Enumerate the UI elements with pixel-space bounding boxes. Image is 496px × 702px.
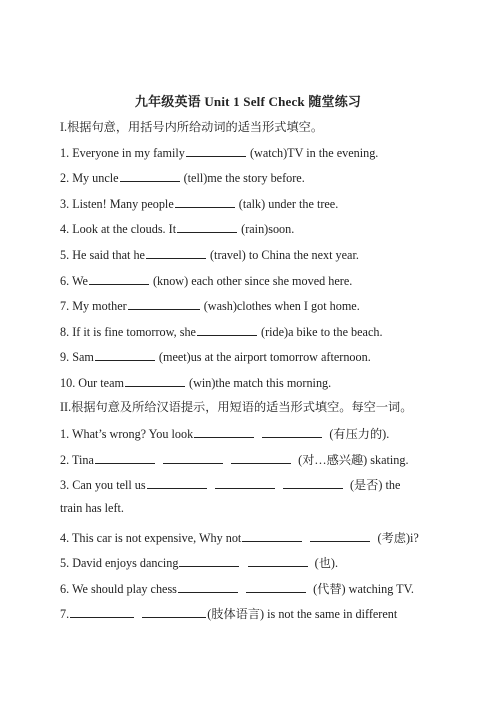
list-item: 1. What’s wrong? You look (有压力的).	[60, 427, 390, 441]
answer-blank[interactable]	[175, 195, 235, 208]
list-item: 2. My uncle (tell)me the story before.	[60, 171, 305, 185]
list-item-continued: train has left.	[60, 501, 124, 515]
answer-blank[interactable]	[194, 425, 254, 438]
list-item: 3. Can you tell us (是否) the	[60, 478, 401, 492]
answer-blank[interactable]	[146, 246, 206, 259]
answer-blank[interactable]	[179, 554, 239, 567]
list-item: 5. He said that he (travel) to China the next year.	[60, 248, 359, 262]
list-item: 3. Listen! Many people (talk) under the tree.	[60, 197, 339, 211]
list-item: 6. We (know) each other since she moved here.	[60, 274, 353, 288]
list-item: 9. Sam (meet)us at the airport tomorrow afternoon.	[60, 350, 371, 364]
answer-blank[interactable]	[186, 144, 246, 157]
answer-blank[interactable]	[147, 476, 207, 489]
answer-blank[interactable]	[197, 323, 257, 336]
section2-heading: II.根据句意及所给汉语提示，用短语的适当形式填空。每空一词。	[60, 400, 413, 414]
list-item: 4. This car is not expensive, Why not (考虑)i?	[60, 531, 419, 545]
answer-blank[interactable]	[128, 297, 200, 310]
answer-blank[interactable]	[89, 272, 149, 285]
answer-blank[interactable]	[163, 451, 223, 464]
answer-blank[interactable]	[178, 580, 238, 593]
answer-blank[interactable]	[283, 476, 343, 489]
page-title: 九年级英语 Unit 1 Self Check 随堂练习	[134, 94, 362, 109]
answer-blank[interactable]	[262, 425, 322, 438]
answer-blank[interactable]	[231, 451, 291, 464]
answer-blank[interactable]	[125, 374, 185, 387]
list-item: 8. If it is fine tomorrow, she (ride)a bike to the beach.	[60, 325, 383, 339]
list-item: 7. (肢体语言) is not the same in different	[60, 607, 398, 621]
answer-blank[interactable]	[177, 220, 237, 233]
answer-blank[interactable]	[248, 554, 308, 567]
answer-blank[interactable]	[95, 451, 155, 464]
answer-blank[interactable]	[120, 169, 180, 182]
list-item: 1. Everyone in my family (watch)TV in the evening.	[60, 146, 379, 160]
list-item: 5. David enjoys dancing (也).	[60, 556, 339, 570]
answer-blank[interactable]	[215, 476, 275, 489]
answer-blank[interactable]	[246, 580, 306, 593]
answer-blank[interactable]	[70, 605, 134, 618]
answer-blank[interactable]	[95, 348, 155, 361]
list-item: 4. Look at the clouds. It (rain)soon.	[60, 222, 295, 236]
list-item: 6. We should play chess (代替) watching TV.	[60, 582, 414, 596]
answer-blank[interactable]	[310, 529, 370, 542]
answer-blank[interactable]	[242, 529, 302, 542]
answer-blank[interactable]	[142, 605, 206, 618]
list-item: 10. Our team (win)the match this morning.	[60, 376, 332, 390]
list-item: 7. My mother (wash)clothes when I got home.	[60, 299, 360, 313]
section1-heading: I.根据句意，用括号内所给动词的适当形式填空。	[60, 120, 324, 134]
list-item: 2. Tina (对…感兴趣) skating.	[60, 453, 409, 467]
